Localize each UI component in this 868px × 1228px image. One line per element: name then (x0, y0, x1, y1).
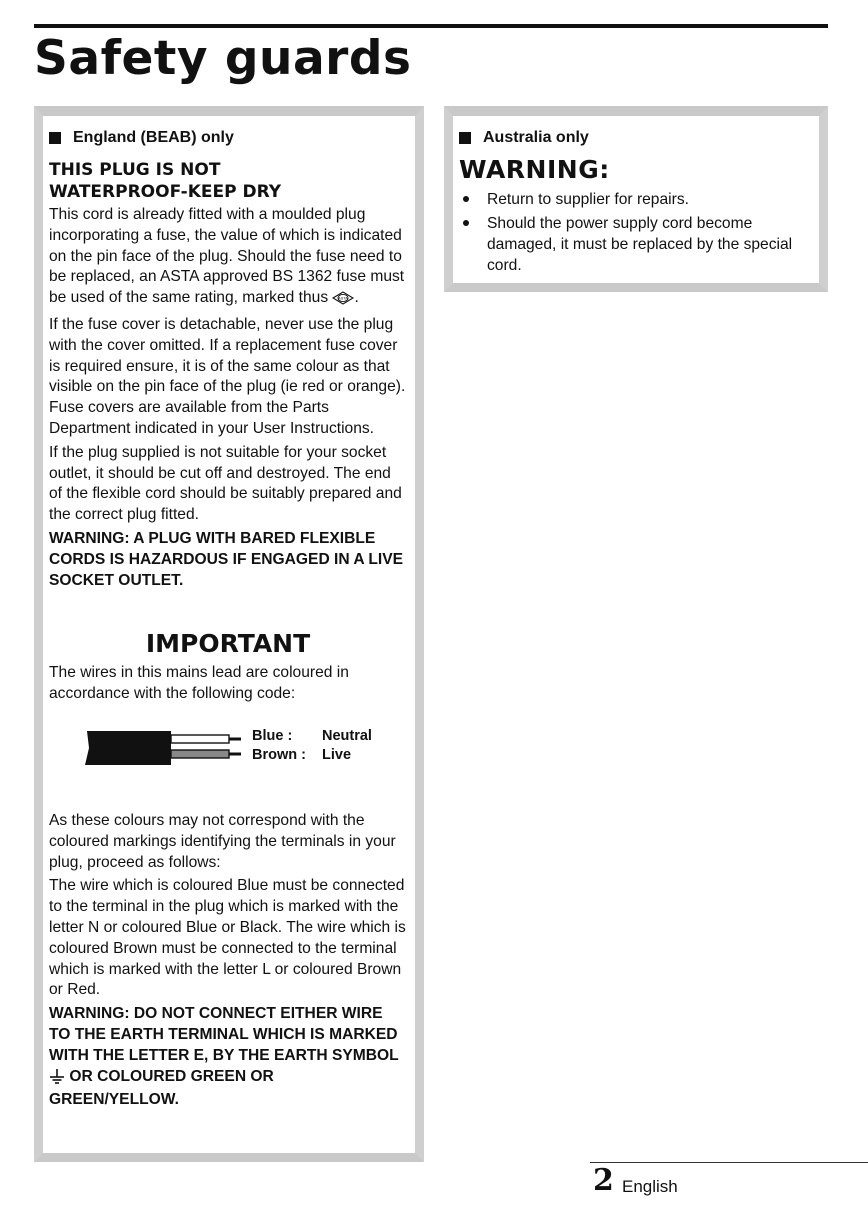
earth-symbol-icon (49, 1068, 65, 1091)
wire-meaning-label: Live (322, 746, 352, 763)
australia-panel (444, 106, 828, 292)
wire-colour-label: Blue : (252, 727, 293, 744)
bullet-dot-icon (463, 196, 469, 202)
earth-terminal-warning (49, 1004, 407, 1111)
bullet-square-icon (459, 132, 471, 144)
earth-warning-text-1: WARNING: DO NOT CONNECT EITHER WIRE TO THE EARTH TERMINAL WHICH IS MARKED WITH THE LETTER E, BY THE EARTH SYMBOL (49, 1005, 399, 1064)
footer-rule (590, 1162, 868, 1163)
subheading-line-2: WATERPROOF-KEEP DRY (49, 182, 282, 202)
wire-colour-intro: The wires in this mains lead are coloured in accordance with the following code: (49, 664, 349, 703)
wire-colour-label: Brown : (252, 746, 306, 763)
subheading-line-1: THIS PLUG IS NOT (49, 160, 221, 180)
australia-region-label: Australia only (483, 129, 589, 146)
australia-region-heading (459, 125, 811, 151)
bullet-square-icon (49, 132, 61, 144)
asta-mark-text: ASTA (338, 296, 349, 301)
england-panel (34, 106, 424, 1162)
wire-code-blue (252, 727, 372, 746)
fuse-paragraph-text: This cord is already fitted with a moulded plug incorporating a fuse, the value of which is indicated on the pin face of the plug. Should the fuse need to be replaced, an ASTA approved BS 1362 fuse must be used of the same rating, marked thus (49, 206, 405, 307)
wire-cable-icon (83, 729, 243, 769)
wire-legend (252, 727, 372, 765)
fuse-paragraph (49, 205, 407, 312)
asta-mark-icon (332, 291, 354, 312)
earth-warning-text-2: OR COLOURED GREEN OR GREEN/YELLOW. (49, 1067, 274, 1109)
wire-connection-paragraph: The wire which is coloured Blue must be connected to the terminal in the plug which is marked with the letter N or coloured Blue or Black. The wire which is coloured Brown must be connected to the terminal which is marked with the letter L or coloured Brown or Red. (49, 877, 406, 999)
fuse-paragraph-end: . (354, 289, 359, 307)
england-region-heading (49, 125, 407, 151)
england-region-label: England (BEAB) only (73, 129, 234, 146)
colour-mismatch-paragraph: As these colours may not correspond with the coloured markings identifying the terminals in your plug, proceed as follows: (49, 811, 396, 871)
bared-cords-warning: WARNING: A PLUG WITH BARED FLEXIBLE CORDS IS HAZARDOUS IF ENGAGED IN A LIVE SOCKET OUTLET. (49, 529, 404, 589)
bullet-dot-icon (463, 220, 469, 226)
page-language: English (622, 1177, 678, 1196)
unsuitable-plug-paragraph: If the plug supplied is not suitable for your socket outlet, it should be cut off and destroyed. The end of the flexible cord should be suitably prepared and the correct plug fitted. (49, 443, 402, 524)
page-number: 2 (593, 1163, 614, 1198)
wire-diagram (49, 713, 407, 809)
list-item (459, 213, 811, 276)
list-item (459, 189, 811, 210)
wire-code-brown (252, 746, 372, 765)
australia-warning-list (459, 189, 811, 276)
list-item-text: Should the power supply cord become damaged, it must be replaced by the special cord. (487, 215, 793, 274)
waterproof-subheading (49, 159, 407, 203)
list-item-text: Return to supplier for repairs. (487, 191, 689, 208)
fuse-cover-paragraph: If the fuse cover is detachable, never use the plug with the cover omitted. If a replacement fuse cover is required ensure, it is of the same colour as that visible on the pin face of the plug (ie red or orange). Fuse covers are available from the Parts Department indicated in your User Instructions. (49, 315, 406, 437)
australia-warning-heading: WARNING: (459, 155, 610, 184)
page-title: Safety guards (34, 31, 412, 86)
wire-meaning-label: Neutral (322, 727, 372, 744)
important-heading: IMPORTANT (145, 629, 311, 659)
